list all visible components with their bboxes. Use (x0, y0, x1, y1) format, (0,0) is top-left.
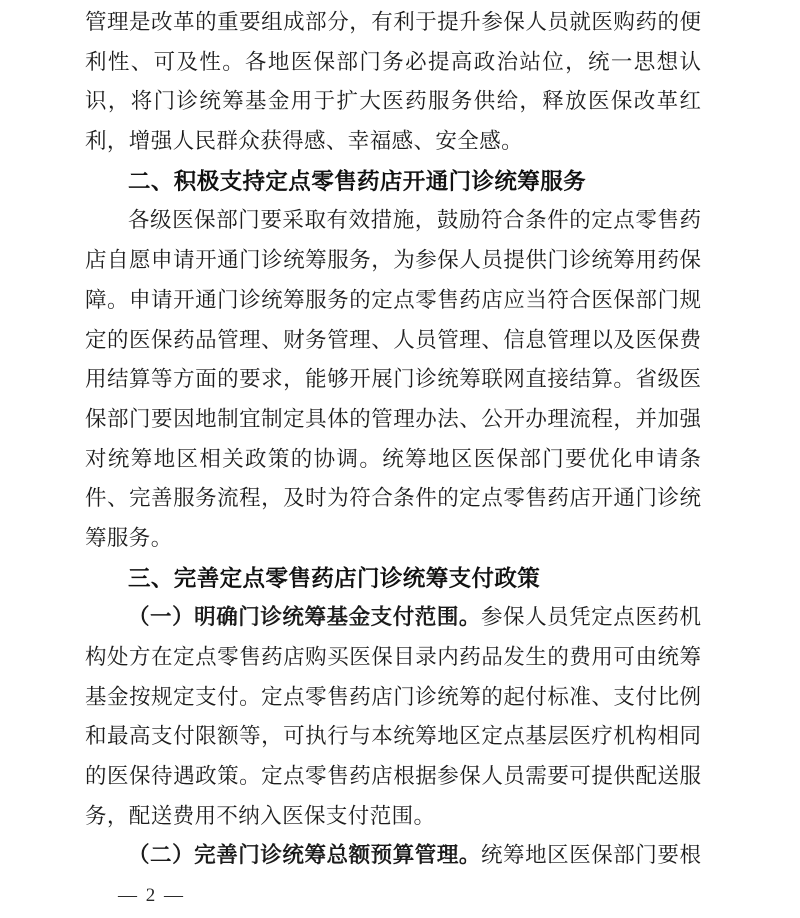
section-heading (85, 162, 701, 202)
text-line (85, 638, 701, 678)
text-segment: 务，配送费用不纳入医保支付范围。 (85, 803, 436, 828)
text-segment: 件、完善服务流程，及时为符合条件的定点零售药店开通门诊统 (85, 486, 701, 511)
text-line (85, 598, 701, 638)
text-segment: 管理是改革的重要组成部分，有利于提升参保人员就医购药的便 (85, 10, 701, 34)
text-line (85, 717, 701, 757)
text-segment: 统筹地区医保部门要根 (480, 843, 701, 868)
text-segment: 利，增强人民群众获得感、幸福感、安全感。 (85, 129, 524, 154)
text-line (85, 797, 701, 837)
text-line (85, 678, 701, 718)
item-lead-text: （一）明确门诊统筹基金支付范围。 (128, 605, 481, 630)
text-line (85, 201, 701, 241)
text-line (85, 519, 701, 559)
text-line (85, 440, 701, 480)
text-segment: 用结算等方面的要求，能够开展门诊统筹联网直接结算。省级医 (85, 367, 701, 392)
text-segment: 和最高支付限额等，可执行与本统筹地区定点基层医疗机构相同 (85, 724, 701, 749)
text-segment: 参保人员凭定点医药机 (480, 605, 701, 630)
text-line (85, 122, 701, 162)
text-line (85, 82, 701, 122)
text-line (85, 281, 701, 321)
section-heading (85, 559, 701, 599)
text-segment: 障。申请开通门诊统筹服务的定点零售药店应当符合医保部门规 (85, 287, 701, 312)
text-segment: 识，将门诊统筹基金用于扩大医药服务供给，释放医保改革红 (85, 89, 701, 114)
text-line (85, 757, 701, 797)
text-segment: 定的医保药品管理、财务管理、人员管理、信息管理以及医保费 (85, 327, 701, 352)
document-body (85, 3, 701, 876)
text-line (85, 479, 701, 519)
text-segment: 各级医保部门要采取有效措施，鼓励符合条件的定点零售药 (128, 208, 701, 233)
text-segment: 保部门要因地制宜制定具体的管理办法、公开办理流程，并加强 (85, 406, 701, 431)
text-line (85, 241, 701, 281)
text-segment: 店自愿申请开通门诊统筹服务，为参保人员提供门诊统筹用药保 (85, 248, 701, 273)
text-segment: 的医保待遇政策。定点零售药店根据参保人员需要可提供配送服 (85, 764, 701, 789)
text-line (85, 43, 701, 83)
item-lead-text: （二）完善门诊统筹总额预算管理。 (128, 843, 481, 868)
text-line (85, 836, 701, 876)
text-segment: 三、完善定点零售药店门诊统筹支付政策 (128, 565, 541, 591)
text-line (85, 3, 701, 43)
text-segment: 基金按规定支付。定点零售药店门诊统筹的起付标准、支付比例 (85, 684, 701, 709)
text-segment: 筹服务。 (85, 525, 173, 550)
text-line (85, 400, 701, 440)
text-segment: 二、积极支持定点零售药店开通门诊统筹服务 (128, 168, 587, 194)
text-segment: 利性、可及性。各地医保部门务必提高政治站位，统一思想认 (85, 49, 701, 74)
page-number: — 2 — (118, 885, 185, 906)
text-segment: 构处方在定点零售药店购买医保目录内药品发生的费用可由统筹 (85, 645, 701, 669)
text-line (85, 360, 701, 400)
text-segment: 对统筹地区相关政策的协调。统筹地区医保部门要优化申请条 (85, 446, 701, 471)
text-line (85, 321, 701, 361)
